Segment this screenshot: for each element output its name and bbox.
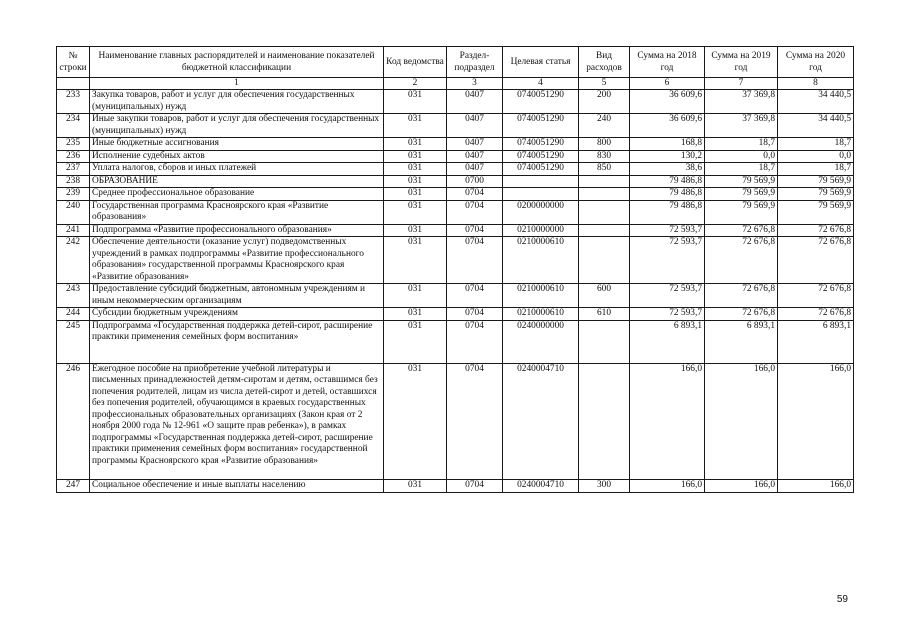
expense-type-cell bbox=[579, 175, 630, 188]
target-item-cell: 0740051290 bbox=[503, 90, 579, 114]
item-name-cell: Среднее профессиональное образование bbox=[90, 188, 384, 201]
header-sum-2020: Сумма на 2020 год bbox=[778, 47, 854, 78]
dept-code-cell: 031 bbox=[384, 163, 447, 176]
row-number-cell: 241 bbox=[57, 224, 90, 237]
table-row bbox=[57, 308, 854, 321]
target-item-cell: 0240000000 bbox=[503, 320, 579, 344]
expense-type-cell bbox=[579, 200, 630, 224]
item-name-cell: ОБРАЗОВАНИЕ bbox=[90, 175, 384, 188]
item-name-cell: Субсидии бюджетным учреждениям bbox=[90, 308, 384, 321]
sum-2018-cell: 72 593,7 bbox=[630, 284, 705, 308]
expense-type-cell bbox=[579, 237, 630, 284]
expense-type-cell: 240 bbox=[579, 114, 630, 138]
spacer-cell bbox=[503, 344, 579, 364]
spacer-cell bbox=[705, 344, 778, 364]
item-name-cell: Подпрограмма «Государственная поддержка детей-сирот, расширение практики применения семейных форм воспитания» bbox=[90, 320, 384, 344]
row-number-cell: 243 bbox=[57, 284, 90, 308]
table-row bbox=[57, 284, 854, 308]
section-code-cell: 0407 bbox=[447, 90, 503, 114]
target-item-cell: 0210000610 bbox=[503, 237, 579, 284]
sum-2020-cell: 72 676,8 bbox=[778, 308, 854, 321]
table-row bbox=[57, 188, 854, 201]
section-code-cell: 0407 bbox=[447, 138, 503, 151]
row-number-cell: 233 bbox=[57, 90, 90, 114]
sum-2019-cell: 79 569,9 bbox=[705, 175, 778, 188]
table-row bbox=[57, 224, 854, 237]
spacer-cell bbox=[503, 467, 579, 480]
item-name-cell: Ежегодное пособие на приобретение учебной литературы и письменных принадлежностей детям-сиротам и детям, оставшимся без попечения родителей, лицам из числа детей-сирот и детей, оставшихся без попечения родителей, обучающимся в краевых государственных профессиональных образовательных организациях (Закон края от 2 ноября 2000 года № 12-961 «О защите прав ребенка»), в рамках подпрограммы «Государственная поддержка детей-сирот, расширение практики применения семейных форм воспитания» государственной программы Красноярского края «Развитие образования» bbox=[90, 363, 384, 467]
section-code-cell: 0704 bbox=[447, 320, 503, 344]
item-name-cell: Исполнение судебных актов bbox=[90, 150, 384, 163]
sum-2020-cell: 6 893,1 bbox=[778, 320, 854, 344]
table-row bbox=[57, 114, 854, 138]
header-target-item: Целевая статья bbox=[503, 47, 579, 78]
spacer-cell bbox=[90, 467, 384, 480]
sum-2018-cell: 166,0 bbox=[630, 480, 705, 493]
row-number-cell: 240 bbox=[57, 200, 90, 224]
spacer-cell bbox=[384, 344, 447, 364]
sum-2020-cell: 34 440,5 bbox=[778, 90, 854, 114]
spacer-cell bbox=[57, 467, 90, 480]
sum-2020-cell: 72 676,8 bbox=[778, 237, 854, 284]
dept-code-cell: 031 bbox=[384, 114, 447, 138]
sum-2018-cell: 79 486,8 bbox=[630, 188, 705, 201]
section-code-cell: 0704 bbox=[447, 284, 503, 308]
target-item-cell: 0240004710 bbox=[503, 363, 579, 467]
sum-2020-cell: 34 440,5 bbox=[778, 114, 854, 138]
sum-2019-cell: 18,7 bbox=[705, 163, 778, 176]
row-number-cell: 246 bbox=[57, 363, 90, 467]
sum-2018-cell: 36 609,6 bbox=[630, 114, 705, 138]
sum-2020-cell: 166,0 bbox=[778, 480, 854, 493]
spacer-cell bbox=[447, 344, 503, 364]
item-name-cell: Обеспечение деятельности (оказание услуг) подведомственных учреждений в рамках подпрограммы «Развитие профессионального образования» государственной программы Красноярского края «Развитие образования» bbox=[90, 237, 384, 284]
row-number-cell: 242 bbox=[57, 237, 90, 284]
target-item-cell: 0200000000 bbox=[503, 200, 579, 224]
section-code-cell: 0704 bbox=[447, 237, 503, 284]
spacer-cell bbox=[705, 467, 778, 480]
expense-type-cell: 300 bbox=[579, 480, 630, 493]
dept-code-cell: 031 bbox=[384, 363, 447, 467]
page-number: 59 bbox=[836, 594, 848, 605]
sum-2019-cell: 166,0 bbox=[705, 363, 778, 467]
dept-code-cell: 031 bbox=[384, 308, 447, 321]
table-row bbox=[57, 480, 854, 493]
sum-2020-cell: 79 569,9 bbox=[778, 175, 854, 188]
sum-2019-cell: 79 569,9 bbox=[705, 188, 778, 201]
row-number-cell: 239 bbox=[57, 188, 90, 201]
sum-2019-cell: 37 369,8 bbox=[705, 114, 778, 138]
expense-type-cell: 800 bbox=[579, 138, 630, 151]
column-number: 3 bbox=[447, 78, 503, 90]
section-code-cell: 0704 bbox=[447, 363, 503, 467]
column-number: 5 bbox=[579, 78, 630, 90]
section-code-cell: 0407 bbox=[447, 163, 503, 176]
table-row bbox=[57, 237, 854, 284]
table-row bbox=[57, 90, 854, 114]
dept-code-cell: 031 bbox=[384, 188, 447, 201]
expense-type-cell: 850 bbox=[579, 163, 630, 176]
expense-type-cell bbox=[579, 188, 630, 201]
spacer-cell bbox=[90, 344, 384, 364]
header-dept-code: Код ведомства bbox=[384, 47, 447, 78]
sum-2018-cell: 130,2 bbox=[630, 150, 705, 163]
sum-2019-cell: 79 569,9 bbox=[705, 200, 778, 224]
dept-code-cell: 031 bbox=[384, 200, 447, 224]
sum-2018-cell: 38,6 bbox=[630, 163, 705, 176]
header-name: Наименование главных распорядителей и наименование показателей бюджетной классификации bbox=[90, 47, 384, 78]
section-code-cell: 0407 bbox=[447, 150, 503, 163]
dept-code-cell: 031 bbox=[384, 175, 447, 188]
table-row bbox=[57, 175, 854, 188]
sum-2020-cell: 0,0 bbox=[778, 150, 854, 163]
dept-code-cell: 031 bbox=[384, 284, 447, 308]
sum-2018-cell: 72 593,7 bbox=[630, 237, 705, 284]
row-number-cell: 238 bbox=[57, 175, 90, 188]
spacer-cell bbox=[57, 344, 90, 364]
table-row bbox=[57, 163, 854, 176]
row-number-cell: 236 bbox=[57, 150, 90, 163]
sum-2019-cell: 6 893,1 bbox=[705, 320, 778, 344]
item-name-cell: Подпрограмма «Развитие профессионального образования» bbox=[90, 224, 384, 237]
dept-code-cell: 031 bbox=[384, 138, 447, 151]
sum-2019-cell: 166,0 bbox=[705, 480, 778, 493]
expense-type-cell: 200 bbox=[579, 90, 630, 114]
target-item-cell: 0210000610 bbox=[503, 308, 579, 321]
target-item-cell: 0740051290 bbox=[503, 150, 579, 163]
target-item-cell: 0210000610 bbox=[503, 284, 579, 308]
item-name-cell: Предоставление субсидий бюджетным, автономным учреждениям и иным некоммерческим организациям bbox=[90, 284, 384, 308]
sum-2018-cell: 6 893,1 bbox=[630, 320, 705, 344]
table-row bbox=[57, 150, 854, 163]
target-item-cell: 0740051290 bbox=[503, 114, 579, 138]
row-spacer bbox=[57, 467, 854, 480]
section-code-cell: 0700 bbox=[447, 175, 503, 188]
spacer-cell bbox=[579, 467, 630, 480]
row-spacer bbox=[57, 344, 854, 364]
sum-2018-cell: 79 486,8 bbox=[630, 175, 705, 188]
row-number-cell: 237 bbox=[57, 163, 90, 176]
table-row bbox=[57, 200, 854, 224]
sum-2018-cell: 72 593,7 bbox=[630, 224, 705, 237]
sum-2019-cell: 37 369,8 bbox=[705, 90, 778, 114]
dept-code-cell: 031 bbox=[384, 224, 447, 237]
sum-2019-cell: 72 676,8 bbox=[705, 237, 778, 284]
item-name-cell: Социальное обеспечение и иные выплаты населению bbox=[90, 480, 384, 493]
target-item-cell: 0240004710 bbox=[503, 480, 579, 493]
item-name-cell: Уплата налогов, сборов и иных платежей bbox=[90, 163, 384, 176]
sum-2020-cell: 166,0 bbox=[778, 363, 854, 467]
dept-code-cell: 031 bbox=[384, 150, 447, 163]
spacer-cell bbox=[630, 344, 705, 364]
sum-2019-cell: 18,7 bbox=[705, 138, 778, 151]
table-row bbox=[57, 363, 854, 467]
section-code-cell: 0407 bbox=[447, 114, 503, 138]
sum-2019-cell: 72 676,8 bbox=[705, 284, 778, 308]
sum-2018-cell: 79 486,8 bbox=[630, 200, 705, 224]
spacer-cell bbox=[778, 467, 854, 480]
section-code-cell: 0704 bbox=[447, 224, 503, 237]
row-number-cell: 247 bbox=[57, 480, 90, 493]
table-body bbox=[57, 78, 854, 493]
spacer-cell bbox=[778, 344, 854, 364]
sum-2018-cell: 168,8 bbox=[630, 138, 705, 151]
sum-2018-cell: 72 593,7 bbox=[630, 308, 705, 321]
section-code-cell: 0704 bbox=[447, 308, 503, 321]
column-number: 1 bbox=[90, 78, 384, 90]
column-number: 8 bbox=[778, 78, 854, 90]
row-number-cell: 234 bbox=[57, 114, 90, 138]
row-number-cell: 245 bbox=[57, 320, 90, 344]
item-name-cell: Закупка товаров, работ и услуг для обеспечения государственных (муниципальных) нужд bbox=[90, 90, 384, 114]
header-section: Раздел-подраздел bbox=[447, 47, 503, 78]
item-name-cell: Иные бюджетные ассигнования bbox=[90, 138, 384, 151]
target-item-cell bbox=[503, 175, 579, 188]
row-number-cell: 235 bbox=[57, 138, 90, 151]
section-code-cell: 0704 bbox=[447, 188, 503, 201]
expense-type-cell: 830 bbox=[579, 150, 630, 163]
section-code-cell: 0704 bbox=[447, 480, 503, 493]
spacer-cell bbox=[630, 467, 705, 480]
header-sum-2019: Сумма на 2019 год bbox=[705, 47, 778, 78]
spacer-cell bbox=[579, 344, 630, 364]
target-item-cell: 0740051290 bbox=[503, 138, 579, 151]
table-row bbox=[57, 138, 854, 151]
sum-2018-cell: 166,0 bbox=[630, 363, 705, 467]
sum-2020-cell: 72 676,8 bbox=[778, 224, 854, 237]
sum-2019-cell: 72 676,8 bbox=[705, 308, 778, 321]
target-item-cell bbox=[503, 188, 579, 201]
budget-table bbox=[56, 46, 854, 493]
spacer-cell bbox=[384, 467, 447, 480]
expense-type-cell bbox=[579, 320, 630, 344]
section-code-cell: 0704 bbox=[447, 200, 503, 224]
item-name-cell: Государственная программа Красноярского края «Развитие образования» bbox=[90, 200, 384, 224]
expense-type-cell: 610 bbox=[579, 308, 630, 321]
sum-2020-cell: 18,7 bbox=[778, 138, 854, 151]
item-name-cell: Иные закупки товаров, работ и услуг для обеспечения государственных (муниципальных) нужд bbox=[90, 114, 384, 138]
sum-2018-cell: 36 609,6 bbox=[630, 90, 705, 114]
sum-2019-cell: 72 676,8 bbox=[705, 224, 778, 237]
expense-type-cell bbox=[579, 224, 630, 237]
row-number-cell: 244 bbox=[57, 308, 90, 321]
sum-2020-cell: 72 676,8 bbox=[778, 284, 854, 308]
sum-2020-cell: 79 569,9 bbox=[778, 188, 854, 201]
target-item-cell: 0210000000 bbox=[503, 224, 579, 237]
sum-2019-cell: 0,0 bbox=[705, 150, 778, 163]
header-expense-type: Вид расходов bbox=[579, 47, 630, 78]
sum-2020-cell: 79 569,9 bbox=[778, 200, 854, 224]
table-row bbox=[57, 320, 854, 344]
header-row-no: № строки bbox=[57, 47, 90, 78]
column-number: 7 bbox=[705, 78, 778, 90]
header-sum-2018: Сумма на 2018 год bbox=[630, 47, 705, 78]
dept-code-cell: 031 bbox=[384, 237, 447, 284]
column-number bbox=[57, 78, 90, 90]
column-number: 4 bbox=[503, 78, 579, 90]
dept-code-cell: 031 bbox=[384, 480, 447, 493]
dept-code-cell: 031 bbox=[384, 90, 447, 114]
table-header-row bbox=[57, 47, 854, 78]
column-number: 2 bbox=[384, 78, 447, 90]
expense-type-cell: 600 bbox=[579, 284, 630, 308]
dept-code-cell: 031 bbox=[384, 320, 447, 344]
target-item-cell: 0740051290 bbox=[503, 163, 579, 176]
column-number: 6 bbox=[630, 78, 705, 90]
sum-2020-cell: 18,7 bbox=[778, 163, 854, 176]
spacer-cell bbox=[447, 467, 503, 480]
expense-type-cell bbox=[579, 363, 630, 467]
column-number-row bbox=[57, 78, 854, 90]
